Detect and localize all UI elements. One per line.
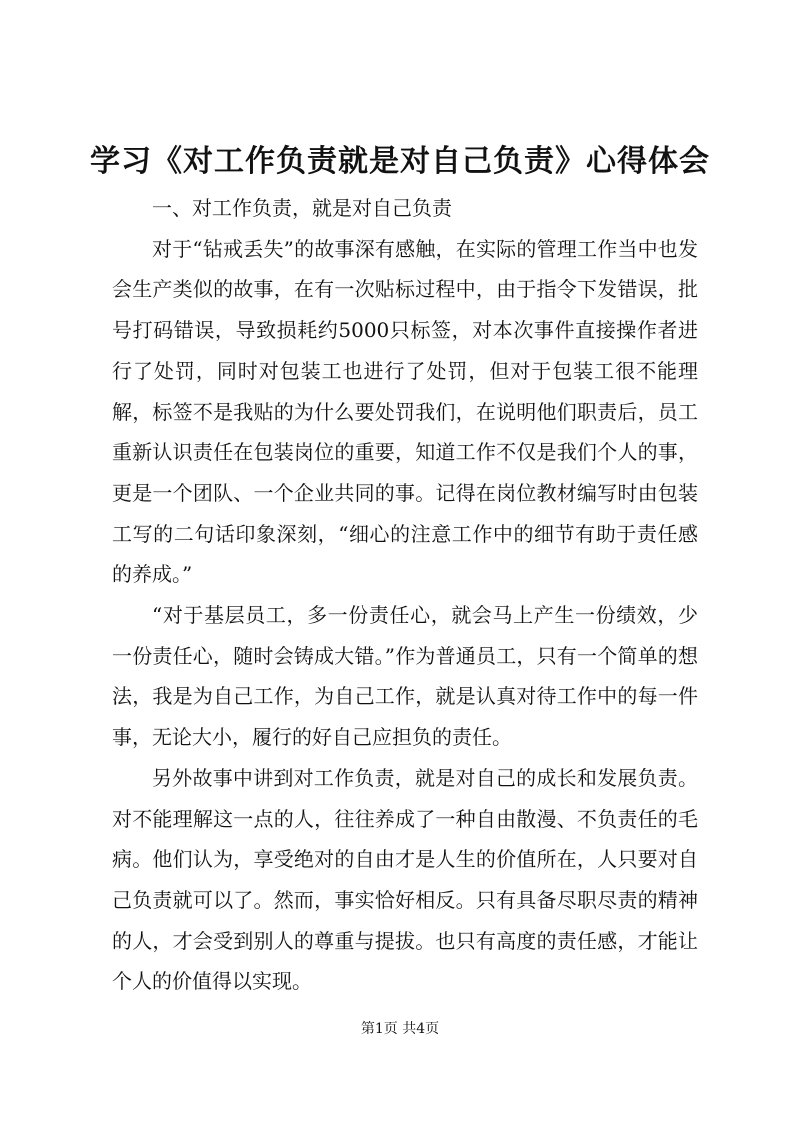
body-paragraph: 对于“钻戒丢失”的故事深有感触，在实际的管理工作当中也发会生产类似的故事，在有一次贴标过程中，由于指令下发错误，批号打码错误，导致损耗约5000只标签，对本次事件直接操作者进行了处罚，同时对包装工也进行了处罚，但对于包装工很不能理解，标签不是我贴的为什么要处罚我们，在说明他们职责后，员工重新认识责任在包装岗位的重要，知道工作不仅是我们个人的事，更是一个团队、一个企业共同的事。记得在岗位教材编写时由包装工写的二句话印象深刻，“细心的注意工作中的细节有助于责任感的养成。” <box>112 236 698 587</box>
document-body <box>112 188 698 1002</box>
body-paragraph: 另外故事中讲到对工作负责，就是对自己的成长和发展负责。对不能理解这一点的人，往往养成了一种自由散漫、不负责任的毛病。他们认为，享受绝对的自由才是人生的价值所在，人只要对自己负责就可以了。然而，事实恰好相反。只有具备尽职尽责的精神的人，才会受到别人的尊重与提拔。也只有高度的责任感，才能让个人的价值得以实现。 <box>112 765 698 994</box>
body-paragraph: “对于基层员工，多一份责任心，就会马上产生一份绩效，少一份责任心，随时会铸成大错。”作为普通员工，只有一个简单的想法，我是为自己工作，为自己工作，就是认真对待工作中的每一件事，无论大小，履行的好自己应担负的责任。 <box>112 603 698 750</box>
section-heading: 一、对工作负责，就是对自己负责 <box>152 196 452 220</box>
page-number-footer: 第1页 共4页 <box>360 1021 440 1037</box>
document-title: 学习《对工作负责就是对自己负责》心得体会 <box>90 144 710 179</box>
